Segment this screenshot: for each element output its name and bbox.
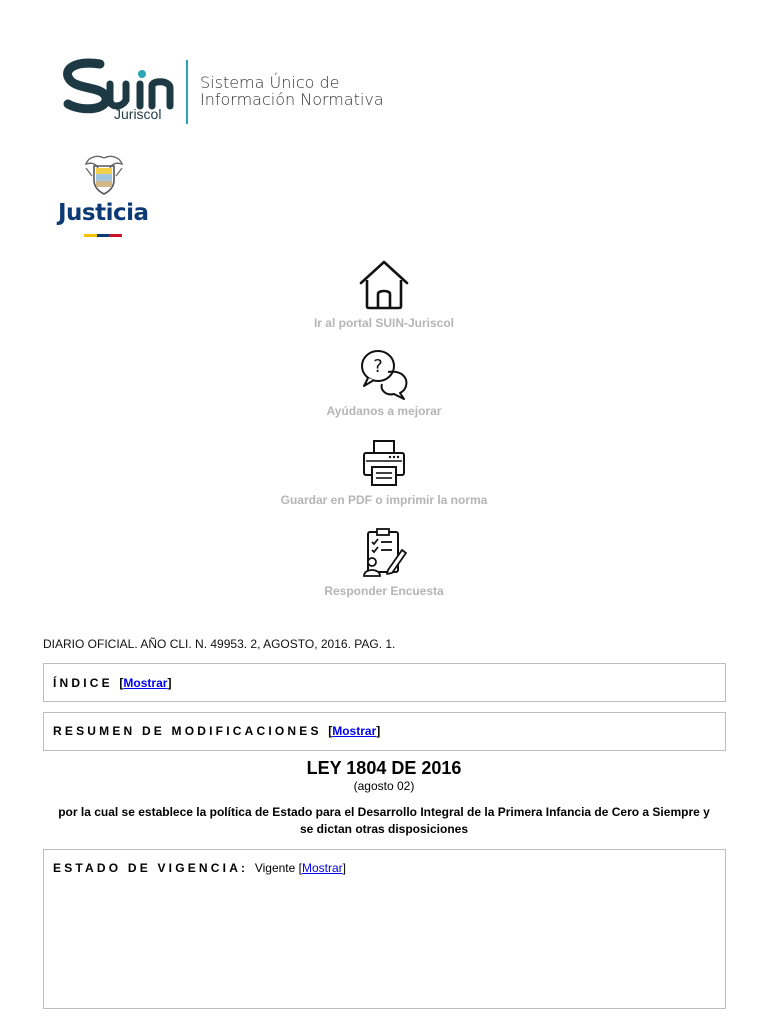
index-toggle-link[interactable]: Mostrar [123, 676, 168, 690]
coat-of-arms-icon [80, 152, 128, 198]
svg-text:?: ? [373, 356, 383, 377]
status-toggle-link[interactable]: Mostrar [301, 861, 343, 875]
survey-link[interactable] [0, 526, 768, 598]
print-link[interactable] [0, 437, 768, 507]
index-header: ÍNDICE [Mostrar] [53, 676, 172, 690]
brand-line-1: Sistema Único de [200, 73, 340, 92]
survey-icon [358, 526, 410, 580]
status-header: ESTADO DE VIGENCIA: Vigente [Mostrar] [53, 861, 346, 875]
logo-divider [186, 60, 188, 124]
brand-sub: Juriscol [114, 106, 162, 122]
printer-icon [358, 437, 410, 489]
home-icon [358, 258, 410, 312]
portal-label: Ir al portal SUIN-Juriscol [313, 316, 455, 330]
brand-title [200, 74, 384, 108]
law-description: por la cual se establece la política de Estado para el Desarrollo Integral de la Primera Infancia de Cero a Siempre y se dictan otras disposiciones [58, 805, 710, 836]
suin-logo-block [60, 56, 400, 128]
modifications-panel [43, 712, 726, 751]
index-heading: ÍNDICE [53, 676, 113, 690]
law-date: (agosto 02) [353, 779, 415, 793]
status-value: Vigente [254, 861, 296, 875]
status-heading: ESTADO DE VIGENCIA: [53, 861, 249, 875]
modifications-toggle-link[interactable]: Mostrar [332, 724, 377, 738]
ministry-name: Justicia [58, 200, 149, 226]
law-title: LEY 1804 DE 2016 [306, 758, 462, 778]
feedback-label: Ayúdanos a mejorar [326, 404, 442, 418]
flag-stripe [84, 234, 122, 237]
print-label: Guardar en PDF o imprimir la norma [280, 493, 488, 507]
index-panel [43, 663, 726, 702]
modifications-heading: RESUMEN DE MODIFICACIONES [53, 724, 322, 738]
gazette-reference: DIARIO OFICIAL. AÑO CLI. N. 49953. 2, AGOSTO, 2016. PAG. 1. [43, 637, 396, 651]
feedback-link[interactable] [0, 346, 768, 418]
status-panel [43, 849, 726, 1009]
justicia-logo [58, 150, 154, 246]
brand-line-2: Información Normativa [200, 90, 384, 109]
modifications-header: RESUMEN DE MODIFICACIONES [Mostrar] [53, 724, 381, 738]
help-chat-icon [358, 346, 410, 400]
survey-label: Responder Encuesta [324, 584, 444, 598]
portal-link[interactable] [0, 258, 768, 330]
